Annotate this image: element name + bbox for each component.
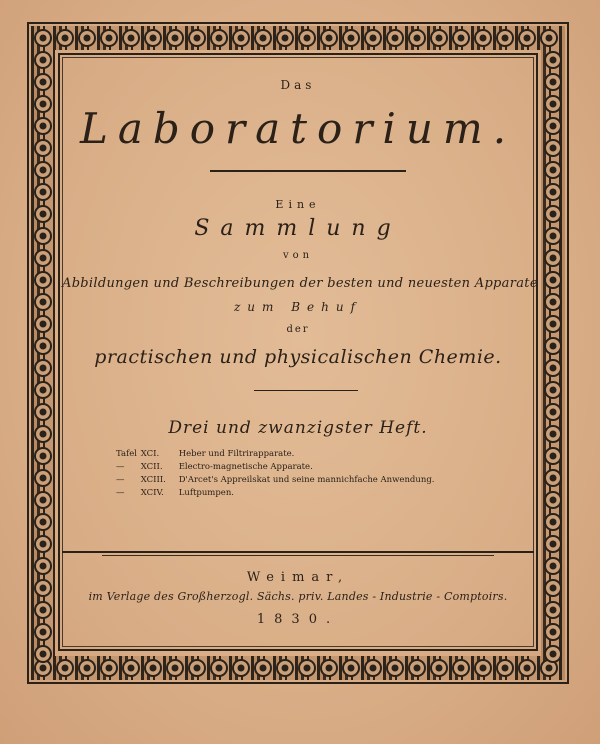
list-item bbox=[116, 448, 434, 461]
divider-rule-small bbox=[254, 390, 358, 391]
page-title: Laboratorium. bbox=[79, 104, 517, 153]
word-sammlung: Sammlung bbox=[194, 216, 402, 241]
bottom-rule bbox=[62, 551, 534, 553]
article-das: Das bbox=[280, 78, 316, 92]
word-der: der bbox=[286, 324, 310, 335]
title-page-content bbox=[62, 56, 538, 646]
plate-prefix: — bbox=[116, 488, 125, 498]
plate-number: XCII. bbox=[140, 462, 163, 472]
year: 1830. bbox=[256, 612, 340, 627]
issue-title: Drei und zwanzigster Heft. bbox=[168, 418, 428, 438]
list-item bbox=[116, 487, 434, 500]
plate-text: Luftpumpen. bbox=[178, 488, 235, 498]
word-von: von bbox=[282, 250, 314, 261]
chemistry-line: practischen und physicalischen Chemie. bbox=[94, 346, 502, 368]
plate-text: Electro-magnetische Apparate. bbox=[178, 462, 313, 472]
city: Weimar, bbox=[246, 570, 350, 585]
plate-number: XCIII. bbox=[140, 475, 166, 485]
plate-number: XCI. bbox=[140, 449, 160, 459]
bottom-rule-thin bbox=[102, 555, 494, 556]
list-item bbox=[116, 461, 434, 474]
zum-behuf: zum Behuf bbox=[233, 300, 363, 314]
word-eine: Eine bbox=[275, 198, 321, 211]
plate-prefix: Tafel bbox=[116, 449, 137, 459]
plates-list bbox=[116, 448, 434, 500]
plate-text: D'Arcet's Appreilskat und seine mannichfache Anwendung. bbox=[178, 475, 435, 485]
subtitle-line: Abbildungen und Beschreibungen der besten und neuesten Apparate bbox=[62, 276, 538, 291]
plate-text: Heber und Filtrirapparate. bbox=[178, 449, 295, 459]
plate-number: XCIV. bbox=[140, 488, 164, 498]
list-item bbox=[116, 474, 434, 487]
divider-rule bbox=[210, 170, 406, 172]
publisher-line: im Verlage des Großherzogl. Sächs. priv. Landes - Industrie - Comptoirs. bbox=[88, 590, 508, 603]
plate-prefix: — bbox=[116, 462, 125, 472]
plate-prefix: — bbox=[116, 475, 125, 485]
